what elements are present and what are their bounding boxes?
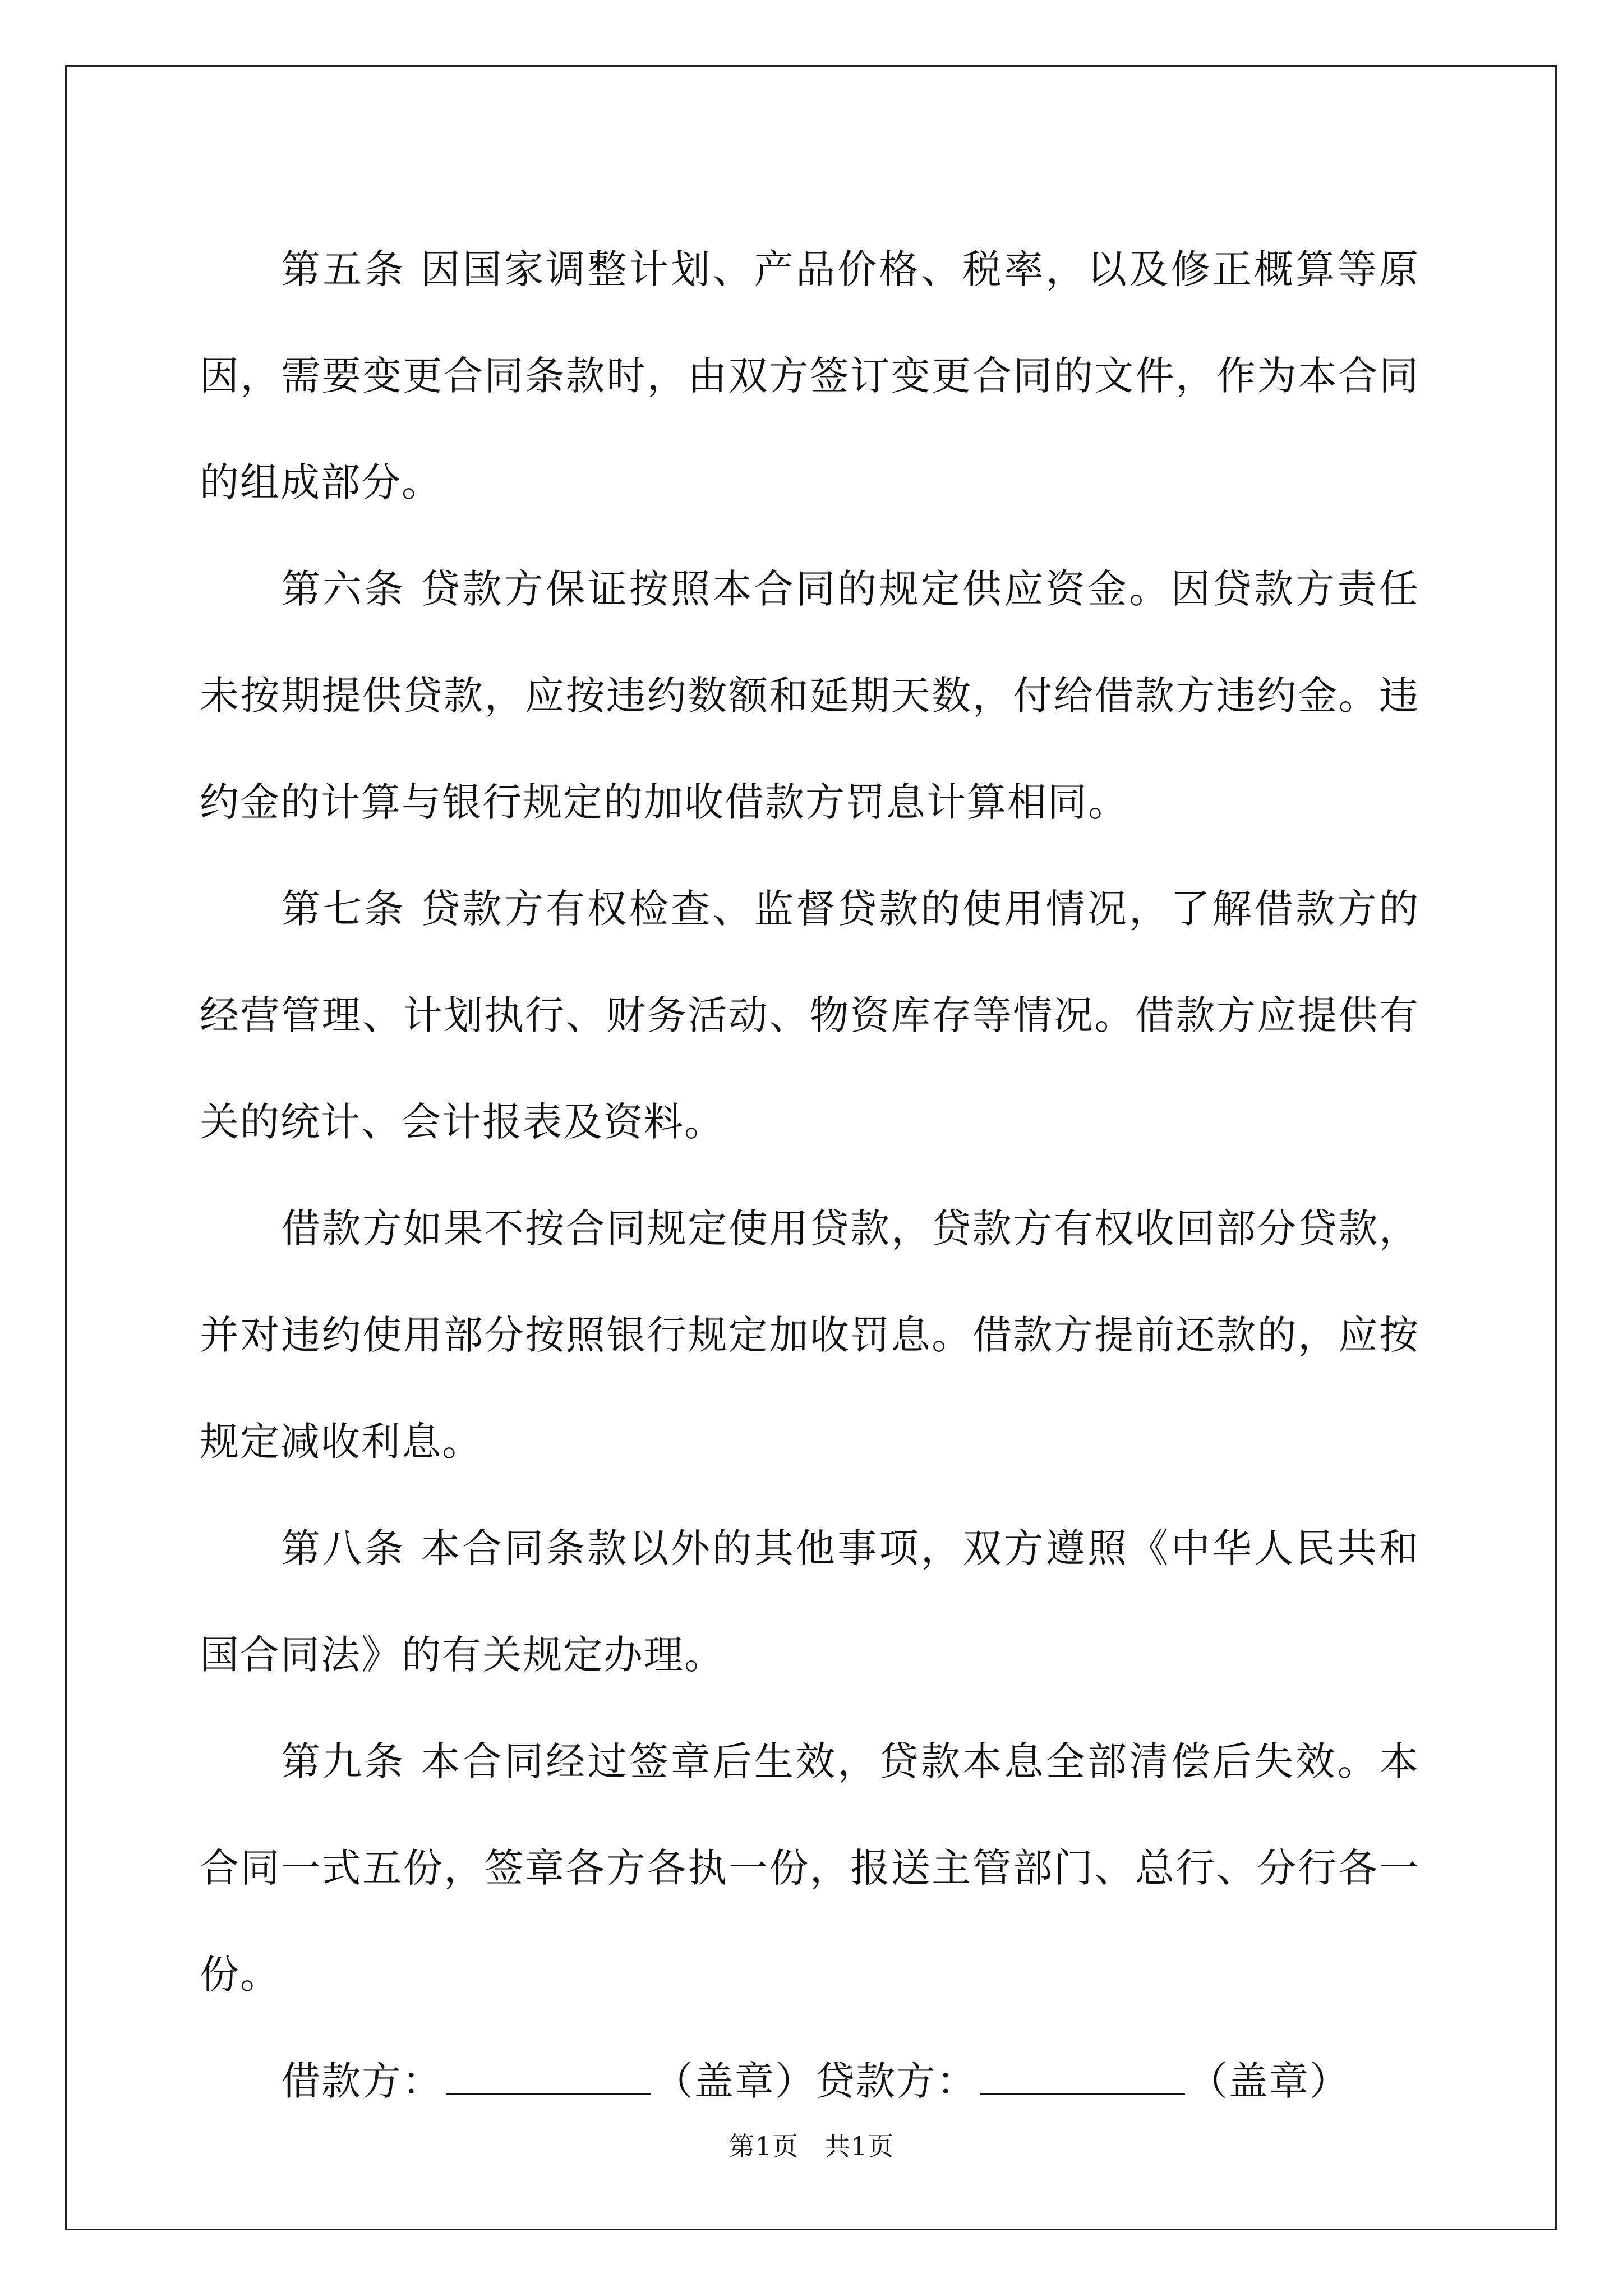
lender-signature-blank[interactable] [980,2062,1185,2095]
paragraph-article-8: 第八条 本合同条款以外的其他事项，双方遵照《中华人民共和国合同法》的有关规定办理。 [200,1525,1419,1678]
document-body [200,216,1419,2134]
paragraph-article-5: 第五条 因国家调整计划、产品价格、税率，以及修正概算等原因，需要变更合同条款时，由双方签订变更合同的文件，作为本合同的组成部分。 [200,246,1419,505]
page-total: 共1页 [824,2131,895,2161]
borrower-seal-label: （盖章） [654,2058,815,2104]
lender-seal-label: （盖章） [1188,2058,1350,2104]
paragraph-article-6: 第六条 贷款方保证按照本合同的规定供应资金。因贷款方责任未按期提供贷款，应按违约数额和延期天数，付给借款方违约金。违约金的计算与银行规定的加收借款方罚息计算相同。 [200,566,1419,825]
page-current: 第1页 [728,2131,799,2161]
paragraph-borrower-misuse: 借款方如果不按合同规定使用贷款，贷款方有权收回部分贷款，并对违约使用部分按照银行规定加收罚息。借款方提前还款的，应按规定减收利息。 [200,1205,1419,1465]
lender-label: 贷款方： [815,2058,977,2104]
borrower-label: 借款方： [281,2058,442,2104]
borrower-signature-blank[interactable] [446,2062,651,2095]
paragraph-article-9: 第九条 本合同经过签章后生效，贷款本息全部清偿后失效。本合同一式五份，签章各方各执一份，报送主管部门、总行、分行各一份。 [200,1738,1419,1998]
paragraph-article-7: 第七条 贷款方有权检查、监督贷款的使用情况，了解借款方的经营管理、计划执行、财务活动、物资库存等情况。借款方应提供有关的统计、会计报表及资料。 [200,886,1419,1145]
page-footer [0,2126,1623,2163]
signature-line [200,2028,1419,2134]
